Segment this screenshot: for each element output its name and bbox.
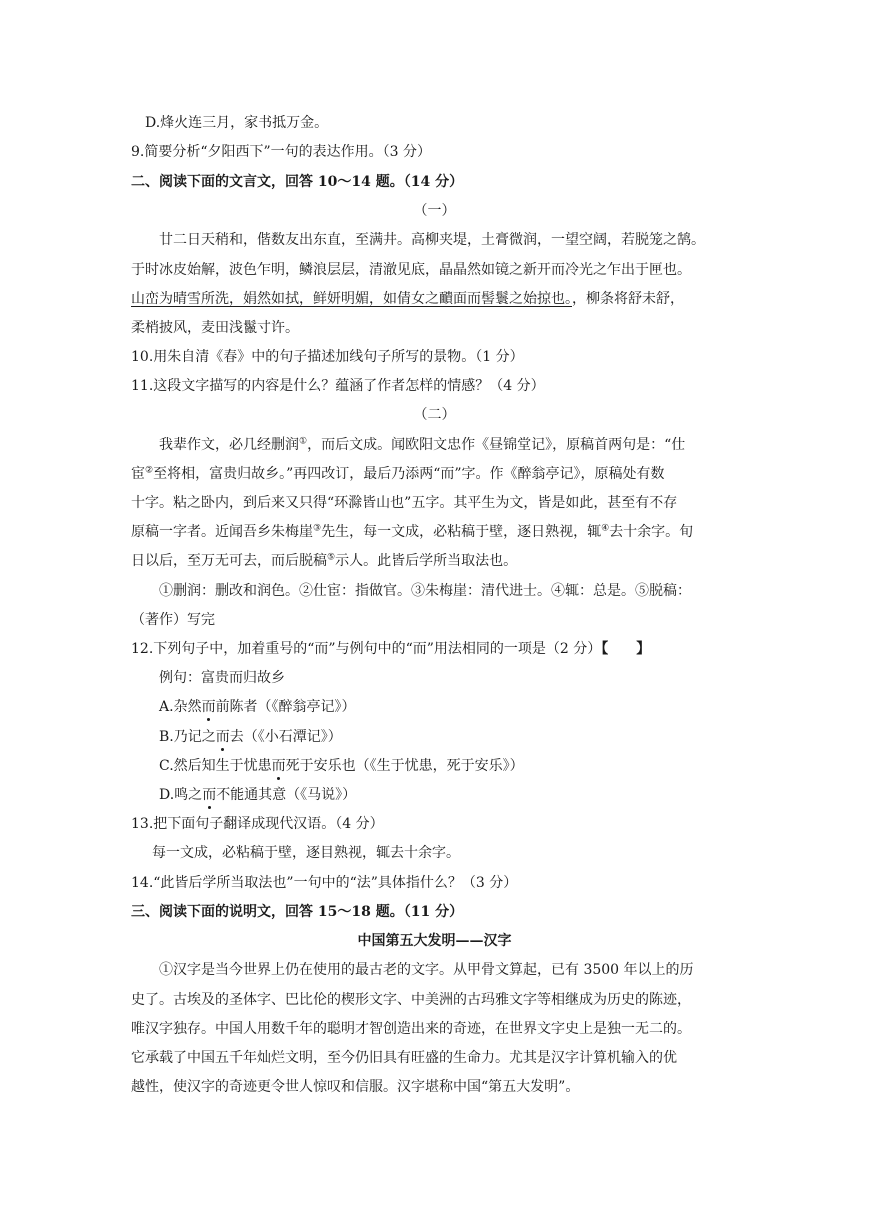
passage-2-text: 去十余字。旬: [609, 524, 694, 540]
question-11: 11.这段文字描写的内容是什么？蕴涵了作者怎样的情感？（4 分）: [131, 378, 545, 394]
footnote-marker: ①: [299, 436, 308, 447]
footnote-marker: ⑤: [327, 552, 336, 563]
passage-2-text: 原稿一字者。近闻吾乡朱梅崖: [131, 524, 313, 540]
passage-2-marker: （二）: [413, 407, 456, 423]
emphasized-char: 而: [215, 729, 230, 745]
option-a: [159, 697, 356, 717]
passage-1-marker: （一）: [413, 203, 456, 219]
passage-2-line: [131, 464, 665, 484]
passage-2-line: 十字。粘之卧内，到后来又只得“环滁皆山也”五字。其平生为文，皆是如此，甚至有不存: [131, 495, 678, 511]
example-sentence: 例句：富贵而归故乡: [159, 670, 285, 686]
section-3-heading: 三、阅读下面的说明文，回答 15～18 题。（11 分）: [131, 904, 464, 920]
article-title: 中国第五大发明——汉字: [357, 933, 512, 949]
section-2-heading: 二、阅读下面的文言文，回答 10～14 题。（14 分）: [131, 174, 464, 190]
passage-2-text: 宦: [131, 466, 145, 482]
passage-2-text: ，而后文成。闻欧阳文忠作《昼锦堂记》，原稿首两句是：“仕: [307, 437, 686, 453]
answer-bracket: 【 】: [601, 641, 651, 657]
footnote-marker: ②: [145, 465, 154, 476]
footnote-marker: ③: [313, 523, 322, 534]
footnote-marker: ④: [601, 523, 610, 534]
passage-2-line: [131, 551, 517, 571]
translation-sentence: 每一文成，必粘稿于壁，逐目熟视，辄去十余字。: [152, 845, 460, 861]
option-text: 前陈者（《醉翁亭记》）: [215, 699, 356, 715]
question-12: [131, 639, 650, 659]
option-d: [159, 785, 356, 805]
option-d-poem: D.烽火连三月，家书抵万金。: [145, 115, 329, 131]
option-text: C.然后知生于忧患: [159, 758, 272, 774]
emphasized-char: 而: [271, 758, 286, 774]
passage-1-line: 柔梢披风，麦田浅鬣寸许。: [131, 320, 299, 336]
question-10: 10.用朱自清《春》中的句子描述加线句子所写的景物。（1 分）: [131, 349, 524, 365]
passage-2-line: [131, 522, 693, 542]
option-text: B.乃记之: [159, 729, 216, 745]
article-line: 唯汉字独存。中国人用数千年的聪明才智创造出来的奇迹，在世界文字史上是独一无二的。: [131, 1021, 691, 1037]
emphasized-char: 而: [201, 699, 216, 715]
footnotes: ①删润：删改和润色。②仕宦：指做官。③朱梅崖：清代进士。④辄：总是。⑤脱稿：: [159, 583, 691, 599]
question-13: 13.把下面句子翻译成现代汉语。（4 分）: [131, 816, 384, 832]
option-text: 死于安乐也（《生于忧患，死于安乐》）: [285, 758, 524, 774]
article-line: 史了。古埃及的圣体字、巴比伦的楔形文字、中美洲的古玛雅文字等相继成为历史的陈迹，: [131, 992, 691, 1008]
footnotes-continued: （著作）写完: [131, 612, 215, 628]
option-text: 不能通其意（《马说》）: [216, 787, 357, 803]
passage-2-text: 至将相，富贵归故乡。”再四改订，最后乃添两“而”字。作《醉翁亭记》，原稿处有数: [153, 466, 665, 482]
passage-1-text: ，柳条将舒未舒，: [572, 291, 684, 307]
passage-1-line: 廿二日天稍和，偕数友出东直，至满井。高柳夹堤，土膏微润，一望空阔，若脱笼之鹄。: [159, 232, 705, 248]
passage-2-text: 示人。此皆后学所当取法也。: [335, 553, 518, 569]
question-9: 9.简要分析“夕阳西下”一句的表达作用。（3 分）: [131, 144, 432, 160]
article-line: ①汉字是当今世界上仍在使用的最古老的文字。从甲骨文算起，已有 3500 年以上的历: [159, 962, 694, 978]
option-text: 去（《小石潭记》）: [229, 729, 342, 745]
passage-2-line: [159, 435, 685, 455]
underlined-sentence: 山峦为晴雪所洗，娟然如拭，鲜妍明媚，如倩女之靧面而髻鬟之始掠也。: [131, 291, 572, 307]
emphasized-char: 而: [202, 787, 217, 803]
article-line: 它承载了中国五千年灿烂文明，至今仍旧具有旺盛的生命力。尤其是汉字计算机输入的优: [131, 1050, 677, 1066]
option-text: A.杂然: [159, 699, 202, 715]
question-12-text: 12.下列句子中，加着重号的“而”与例句中的“而”用法相同的一项是（2 分）: [131, 641, 602, 657]
passage-2-text: 先生，每一文成，必粘稿于壁，逐日熟视，辄: [321, 524, 602, 540]
passage-1-line: 于时冰皮始解，波色乍明，鳞浪层层，清澈见底，晶晶然如镜之新开而冷光之乍出于匣也。: [131, 262, 691, 278]
option-b: [159, 727, 342, 747]
question-14: 14.“此皆后学所当取法也”一句中的“法”具体指什么？（3 分）: [131, 875, 518, 891]
article-line: 越性，使汉字的奇迹更令世人惊叹和信服。汉字堪称中国“第五大发明”。: [131, 1079, 580, 1095]
passage-2-text: 我辈作文，必几经删润: [159, 437, 299, 453]
passage-2-text: 日以后，至万无可去，而后脱稿: [131, 553, 327, 569]
option-text: D.鸣之: [159, 787, 203, 803]
passage-1-line: [131, 289, 684, 309]
option-c: [159, 756, 524, 776]
